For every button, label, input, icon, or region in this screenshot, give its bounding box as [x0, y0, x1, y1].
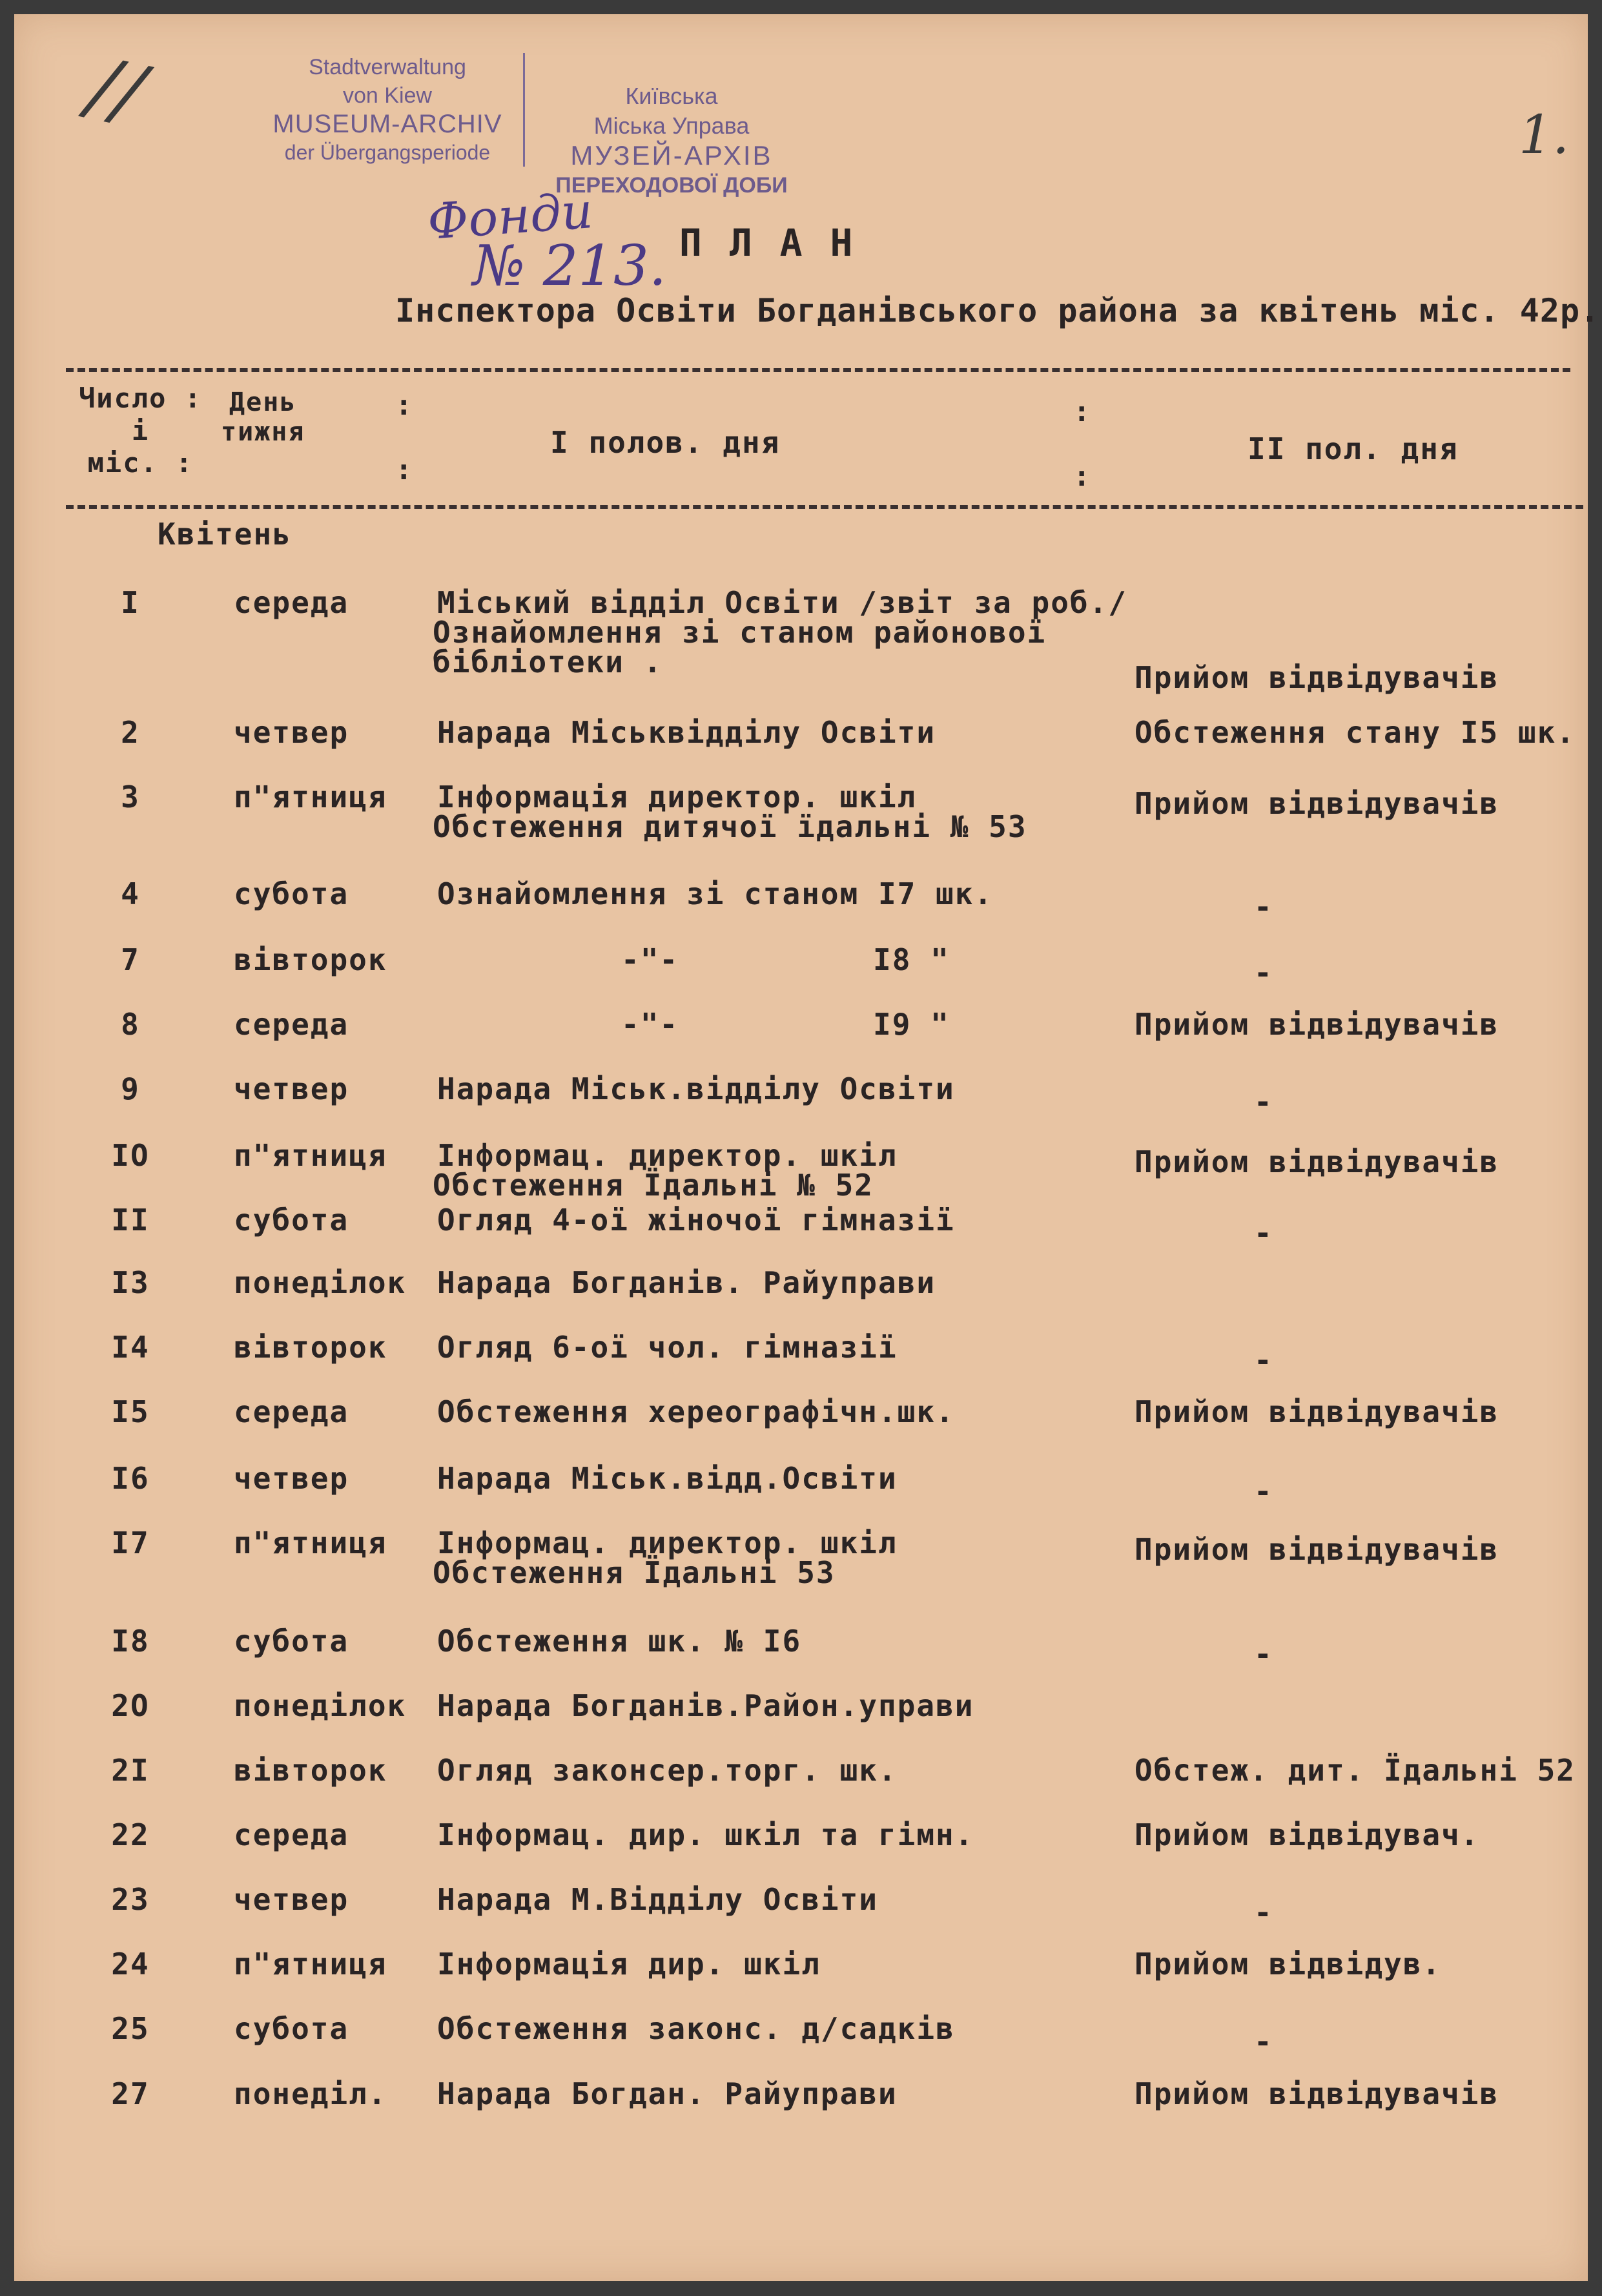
header-date	[79, 382, 202, 479]
stamp-line: Київська	[625, 83, 718, 109]
row-first-half: Інформація директор. шкіл	[437, 780, 917, 814]
row-number: 2З	[111, 1882, 150, 1917]
row-number: І4	[111, 1330, 150, 1365]
header-rule-top	[66, 368, 1570, 372]
row-first-half: Нарада Міськвідділу Освіти	[437, 715, 936, 750]
row-day: середа	[234, 1394, 349, 1429]
row-first-half: Обстеження шк. № І6	[437, 1624, 802, 1659]
row-first-half: Нарада М.Відділу Освіти	[437, 1882, 878, 1917]
row-day: п"ятниця	[234, 780, 387, 814]
row-second-half: -	[1254, 2024, 1273, 2059]
stamp-line: MUSEUM-ARCHIV	[272, 110, 502, 138]
header-date-line: міс. :	[87, 447, 194, 479]
row-day: четвер	[234, 1882, 349, 1917]
row-ditto: -"-	[621, 1007, 679, 1042]
row-second-half: Прийом відвідувачів	[1135, 1394, 1499, 1429]
row-second-half: Прийом відвідувачів	[1135, 2076, 1499, 2111]
row-first-number: І8 "	[873, 942, 950, 977]
row-number: 24	[111, 1947, 150, 1981]
row-number: 2О	[111, 1688, 150, 1723]
row-second-half: -	[1254, 1637, 1273, 1671]
header-rule-bottom	[66, 505, 1583, 509]
stamp-line: Міська Управа	[593, 112, 750, 139]
row-day: середа	[234, 585, 349, 620]
header-colon: :	[1073, 460, 1091, 493]
row-second-half: -	[1254, 889, 1273, 924]
stamp-line: ПЕРЕХОДОВОЇ ДОБИ	[555, 173, 788, 198]
row-day: субота	[234, 2011, 349, 2046]
row-number: 9	[121, 1071, 140, 1106]
row-number: ІІ	[111, 1203, 150, 1237]
header-day-line: тижня	[221, 417, 305, 447]
row-second-half: Прийом відвідувачів	[1135, 660, 1499, 695]
row-number: 2І	[111, 1753, 150, 1788]
page-subtitle: Інспектора Освіти Богданівського района за квітень міс. 42р.	[395, 292, 1601, 329]
row-second-half: -	[1254, 1474, 1273, 1509]
row-number: 3	[121, 780, 140, 814]
row-number: 27	[111, 2076, 150, 2111]
row-day: вівторок	[234, 1753, 387, 1788]
row-second-half: Прийом відвідувачів	[1135, 1144, 1499, 1179]
row-first-half: Нарада Міськ.відділу Освіти	[437, 1071, 955, 1106]
row-first-half: Обстеження законс. д/садків	[437, 2011, 955, 2046]
row-second-half: -	[1254, 955, 1273, 990]
row-first-half: Інформац. дир. шкіл та гімн.	[437, 1817, 974, 1852]
row-day: четвер	[234, 1071, 349, 1106]
row-first-half: Обстеження Їдальні 53	[433, 1555, 836, 1590]
row-first-half: бібліотеки .	[433, 645, 663, 679]
row-day: середа	[234, 1817, 349, 1852]
row-first-half: Огляд законсер.торг. шк.	[437, 1753, 898, 1788]
row-day: вівторок	[234, 942, 387, 977]
header-date-line: і	[131, 415, 150, 446]
row-day: п"ятниця	[234, 1138, 387, 1173]
row-day: четвер	[234, 1461, 349, 1496]
row-first-half: Інформац. директор. шкіл	[437, 1138, 898, 1173]
row-number: ІО	[111, 1138, 150, 1173]
row-number: І6	[111, 1461, 150, 1496]
stamp-line: МУЗЕЙ-АРХІВ	[570, 140, 773, 171]
row-day: понеділок	[234, 1688, 407, 1723]
row-first-half: Нарада Богданів.Район.управи	[437, 1688, 974, 1723]
row-first-half: Нарада Богдан. Райуправи	[437, 2076, 898, 2111]
row-second-half: -	[1254, 1343, 1273, 1378]
row-day: понеділ.	[234, 2076, 387, 2111]
row-second-half: -	[1254, 1215, 1273, 1250]
header-day	[221, 388, 305, 447]
row-number: ІЗ	[111, 1265, 150, 1300]
row-day: понеділок	[234, 1265, 407, 1300]
row-second-half: Прийом відвідув.	[1135, 1947, 1442, 1981]
row-first-half: Нарада Богданів. Райуправи	[437, 1265, 936, 1300]
row-first-half: Обстеження хереографічн.шк.	[437, 1394, 955, 1429]
row-number: І8	[111, 1624, 150, 1659]
row-first-half: Ознайомлення зі станом районової	[433, 615, 1047, 650]
row-day: п"ятниця	[234, 1947, 387, 1981]
row-day: субота	[234, 1624, 349, 1659]
row-second-half: Прийом відвідувачів	[1135, 1532, 1499, 1567]
header-first-half: І полов. дня	[550, 425, 781, 460]
row-first-half: Огляд 4-ої жіночої гімназії	[437, 1203, 955, 1237]
handwritten-number: № 213.	[473, 234, 667, 298]
row-day: п"ятниця	[234, 1525, 387, 1560]
pencil-mark: //	[81, 41, 152, 140]
header-colon: :	[395, 453, 413, 486]
row-second-half: Прийом відвідувач.	[1135, 1817, 1480, 1852]
row-number: І5	[111, 1394, 150, 1429]
row-number: 22	[111, 1817, 150, 1852]
row-first-half: Обстеження дитячої їдальні № 53	[433, 809, 1027, 844]
month-label: Квітень	[158, 517, 292, 552]
header-second-half: ІІ пол. дня	[1248, 431, 1459, 466]
row-number: 7	[121, 942, 140, 977]
row-number: 2	[121, 715, 140, 750]
row-second-half: Прийом відвідувачів	[1135, 1007, 1499, 1042]
row-number: І7	[111, 1525, 150, 1560]
row-number: 8	[121, 1007, 140, 1042]
row-day: четвер	[234, 715, 349, 750]
row-day: субота	[234, 1203, 349, 1237]
row-first-half: Огляд 6-ої чол. гімназії	[437, 1330, 898, 1365]
stamp-line: der Übergangsperiode	[284, 141, 491, 164]
row-first-half: Інформац. директор. шкіл	[437, 1525, 898, 1560]
row-day: субота	[234, 876, 349, 911]
row-first-half: Інформація дир. шкіл	[437, 1947, 821, 1981]
document-page	[14, 14, 1601, 2281]
row-first-half: Нарада Міськ.відд.Освіти	[437, 1461, 898, 1496]
row-day: середа	[234, 1007, 349, 1042]
row-first-half: Міський відділ Освіти /звіт за роб./	[437, 585, 1127, 620]
row-second-half: -	[1254, 1084, 1273, 1119]
row-second-half: Обстеж. дит. Їдальні 52	[1135, 1753, 1576, 1788]
row-second-half: Обстеження стану І5 шк.	[1135, 715, 1576, 750]
row-number: 25	[111, 2011, 150, 2046]
row-first-half: Обстеження Їдальні № 52	[433, 1168, 874, 1203]
row-second-half: Прийом відвідувачів	[1135, 786, 1499, 821]
row-second-half: -	[1254, 1895, 1273, 1930]
header-day-line: День	[229, 388, 297, 417]
page-title: П Л А Н	[679, 221, 856, 265]
row-ditto: -"-	[621, 942, 679, 977]
header-colon: :	[1073, 395, 1091, 428]
row-first-number: І9 "	[873, 1007, 950, 1042]
row-number: 4	[121, 876, 140, 911]
row-day: вівторок	[234, 1330, 387, 1365]
header-colon: :	[395, 389, 413, 422]
stamp-line: von Kiew	[343, 83, 432, 108]
header-date-line: Число :	[79, 382, 203, 414]
stamp-left	[252, 53, 525, 167]
handwritten-fondy: Фонди	[426, 181, 595, 251]
row-number: І	[121, 585, 140, 620]
row-first-half: Ознайомлення зі станом І7 шк.	[437, 876, 994, 911]
page-number: 1.	[1519, 105, 1570, 166]
stamp-line: Stadtverwaltung	[309, 55, 466, 79]
